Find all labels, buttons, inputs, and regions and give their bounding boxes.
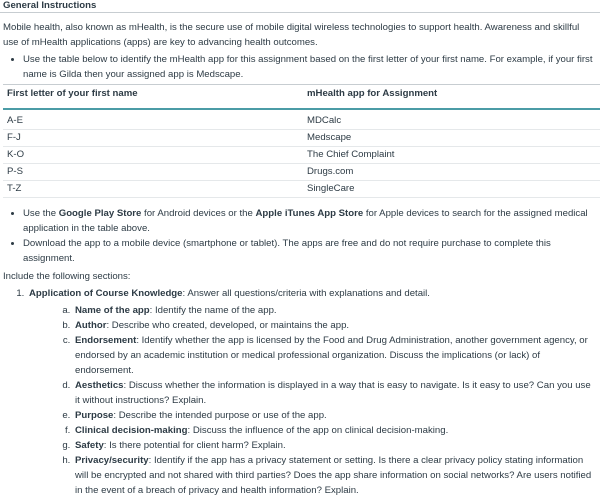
criteria-term: Privacy/security (75, 455, 149, 466)
criteria-item (73, 378, 597, 408)
store-text-mid: for Android devices or the (141, 208, 256, 219)
table-header-letter: First letter of your first name (3, 85, 303, 110)
criteria-text: : Describe the intended purpose or use of the app. (113, 410, 327, 421)
criteria-item (73, 408, 597, 423)
criteria-term: Endorsement (75, 335, 137, 346)
apple-app-store-label: Apple iTunes App Store (255, 208, 364, 219)
download-instructions-list (3, 206, 597, 266)
criteria-term: Safety (75, 440, 104, 451)
criteria-item (73, 303, 597, 318)
criteria-text: : Identify the name of the app. (149, 305, 277, 316)
criteria-text: : Describe who created, developed, or maintains the app. (106, 320, 350, 331)
google-play-store-label: Google Play Store (58, 208, 142, 219)
app-name-cell: Drugs.com (303, 164, 600, 181)
criteria-term: Clinical decision-making (75, 425, 188, 436)
criteria-term: Purpose (75, 410, 114, 421)
criteria-text: : Identify whether the app is licensed by the Food and Drug Administration, another government agency, or endorsed by an academic institution or medical professional organization. Discuss the implications (or lack) of endorsement. (75, 335, 588, 376)
intro-paragraph: Mobile health, also known as mHealth, is the secure use of mobile digital wireless technologies to support health. Awareness and skillful use of mHealth applications (apps) are key to advancing health outcomes. (3, 22, 580, 48)
letter-range-cell: F-J (3, 130, 303, 147)
section-text: : Answer all questions/criteria with explanations and detail. (182, 288, 430, 299)
criteria-item (73, 333, 597, 378)
app-name-cell: The Chief Complaint (303, 147, 600, 164)
table-row (3, 181, 600, 198)
criteria-item (73, 453, 597, 498)
letter-range-cell: T-Z (3, 181, 303, 198)
table-intro-bullet: • Use the table below to identify the mHealth app for this assignment based on the first letter of your first name. For example, if your first name is Gilda then your assigned app is Medscape. (23, 52, 597, 82)
table-row (3, 164, 600, 181)
include-sections-label: Include the following sections: (3, 271, 131, 282)
criteria-term: Aesthetics (75, 380, 124, 391)
criteria-text: : Discuss the influence of the app on clinical decision-making. (187, 425, 449, 436)
table-header-app: mHealth app for Assignment (303, 85, 600, 110)
criteria-text: : Identify if the app has a privacy statement or setting. Is there a clear privacy policy stating information will be encrypted and not shared with third parties? Does the app share information on social networks? Are users notified in the event of a breach of privacy and health information? Explain. (75, 455, 592, 496)
app-name-cell: Medscape (303, 130, 600, 147)
sections-list (3, 286, 597, 498)
table-row (3, 109, 600, 130)
section-application-of-course-knowledge (27, 286, 597, 498)
app-assignment-table (3, 84, 600, 198)
section-title: Application of Course Knowledge (29, 288, 183, 299)
download-bullet: • Download the app to a mobile device (smartphone or tablet). The apps are free and do not require purchase to complete this assignment. (23, 236, 597, 266)
letter-range-cell: P-S (3, 164, 303, 181)
criteria-item (73, 438, 597, 453)
store-text-post: for Apple devices to search for the assigned medical application in the table above. (23, 208, 588, 234)
app-name-cell: MDCalc (303, 109, 600, 130)
letter-range-cell: K-O (3, 147, 303, 164)
criteria-item (73, 423, 597, 438)
criteria-term: Name of the app (75, 305, 150, 316)
store-text-pre: Use the (23, 208, 59, 219)
criteria-list (29, 303, 597, 498)
criteria-text: : Is there potential for client harm? Explain. (103, 440, 286, 451)
store-bullet (23, 206, 597, 236)
letter-range-cell: A-E (3, 109, 303, 130)
heading-divider (0, 12, 600, 13)
table-header-row (3, 85, 600, 110)
table-intro-list (3, 52, 597, 82)
criteria-item (73, 318, 597, 333)
criteria-text: : Discuss whether the information is displayed in a way that is easy to navigate. Is it easy to use? Can you use it without instructions? Explain. (75, 380, 591, 406)
app-name-cell: SingleCare (303, 181, 600, 198)
page-heading: General Instructions (3, 0, 97, 11)
table-row (3, 130, 600, 147)
table-row (3, 147, 600, 164)
criteria-term: Author (75, 320, 107, 331)
